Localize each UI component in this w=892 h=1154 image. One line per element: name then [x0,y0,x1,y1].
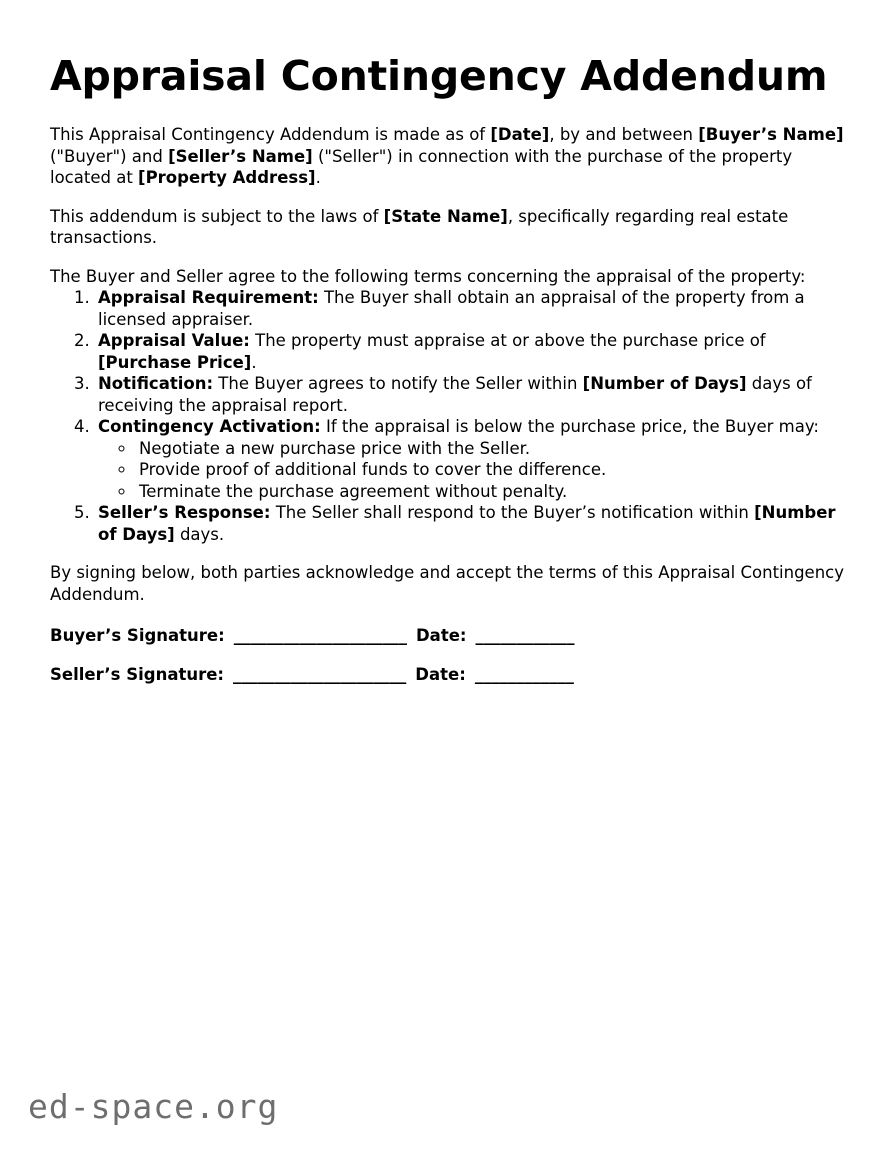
intro-paragraphs [50,124,846,287]
paragraph-governing-law: This addendum is subject to the laws of [State Name], specifically regarding real estate transactions. [50,206,789,247]
term-item: 3. Notification: The Buyer agrees to notify the Seller within [Number of Days] days of receiving the appraisal report. [95,373,846,416]
page-title: Appraisal Contingency Addendum [50,52,828,100]
list-item: ◦ Provide proof of additional funds to cover the difference. [136,459,846,481]
terms-list [50,287,846,545]
closing-block [50,562,846,605]
signature-line-seller [50,664,846,686]
term-item: 5. Seller’s Response: The Seller shall respond to the Buyer’s notification within [Number of Days] days. [95,502,846,545]
buyer-date-label: Date: [415,626,467,645]
seller-signature-rule[interactable]: _____________________ [233,664,407,684]
closing-paragraph: By signing below, both parties acknowledge and accept the terms of this Appraisal Contingency Addendum. [50,563,844,604]
buyer-signature-label: Buyer’s Signature: [50,626,225,645]
term-item [95,416,846,502]
paragraph-terms-lead-in: The Buyer and Seller agree to the following terms concerning the appraisal of the property: [50,266,806,286]
buyer-date-rule[interactable]: ____________ [475,626,575,645]
buyer-signature-rule[interactable]: _____________________ [233,626,407,645]
document-content [50,52,846,685]
footer-watermark: ed-space.org [28,1087,279,1126]
term-item-text: Contingency Activation: If the appraisal is below the purchase price, the Buyer may: [98,417,819,436]
contingency-options-list [98,438,846,503]
term-item: 2. Appraisal Value: The property must appraise at or above the purchase price of [Purchase Price]. [95,330,846,373]
seller-date-label: Date: [415,664,466,684]
paragraph-parties: This Appraisal Contingency Addendum is made as of [Date], by and between [Buyer’s Name] ("Buyer") and [Seller’s Name] ("Seller") in connection with the purchase of the property located at [Property Address]. [50,125,844,187]
seller-signature-label: Seller’s Signature: [50,664,225,684]
signature-block [50,625,846,685]
signature-line-buyer [50,625,846,647]
term-item: 1. Appraisal Requirement: The Buyer shall obtain an appraisal of the property from a licensed appraiser. [95,287,846,330]
seller-date-rule[interactable]: ____________ [474,664,574,684]
list-item: ◦ Terminate the purchase agreement without penalty. [136,481,846,503]
list-item: ◦ Negotiate a new purchase price with the Seller. [136,438,846,460]
